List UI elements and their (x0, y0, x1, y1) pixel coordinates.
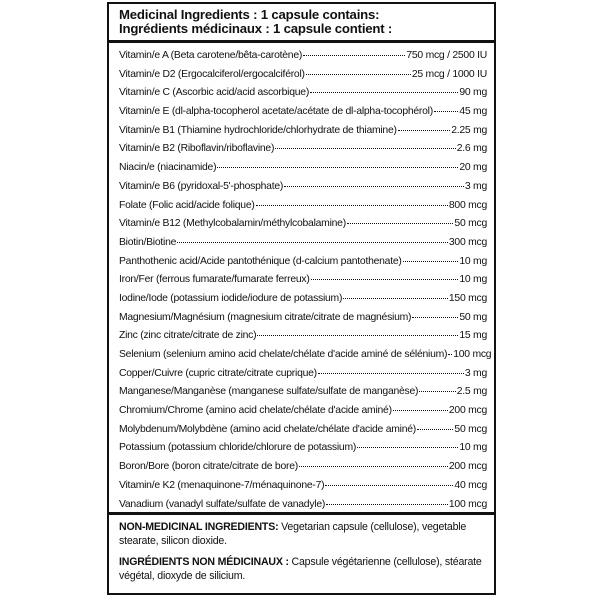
ingredient-amount: 20 mg (459, 162, 487, 174)
ingredient-name: Panthothenic acid/Acide pantothénique (d-calcium pantothenate) (119, 255, 402, 267)
dot-leader (311, 279, 459, 280)
ingredient-row (119, 442, 487, 461)
ingredient-name: Chromium/Chrome (amino acid chelate/chélate d'acide aminé) (119, 405, 392, 417)
dot-leader (417, 429, 453, 430)
ingredient-amount: 50 mcg (454, 218, 487, 230)
ingredient-name: Selenium (selenium amino acid chelate/chélate d'acide aminé de sélénium) (119, 349, 448, 360)
ingredient-name: Vitamin/e K2 (menaquinone-7/ménaquinone-7) (119, 479, 325, 491)
dot-leader (448, 354, 452, 355)
ingredient-row (119, 368, 487, 387)
non-medicinal-fr (119, 556, 486, 583)
ingredient-name: Vitamin/e B6 (pyridoxal-5'-phosphate) (119, 180, 284, 192)
ingredient-row (119, 237, 487, 256)
ingredient-name: Vitamin/e D2 (Ergocalciferol/ergocalciférol) (119, 68, 305, 80)
ingredient-amount: 2.5 mg (456, 386, 487, 398)
dot-leader (434, 111, 458, 112)
ingredient-row (119, 50, 487, 69)
ingredient-amount: 50 mcg (454, 423, 487, 435)
dot-leader (343, 298, 448, 299)
ingredient-row (119, 181, 487, 200)
ingredient-row (119, 256, 487, 275)
dot-leader (347, 223, 454, 224)
dot-leader (318, 373, 464, 374)
ingredient-amount: 100 mcg (453, 349, 492, 360)
non-medicinal-fr-label: INGRÉDIENTS NON MÉDICINAUX : (119, 556, 289, 568)
header-title-fr: Ingrédients médicinaux : 1 capsule contient : (119, 21, 393, 36)
dot-leader (357, 447, 458, 448)
ingredient-row (119, 461, 487, 480)
ingredient-row (119, 330, 487, 349)
ingredient-row (119, 480, 487, 499)
ingredient-amount: 750 mcg / 2500 IU (406, 50, 487, 61)
non-medicinal-en-text: Vegetarian capsule (cellulose), vegetable stearate, silicon dioxide. (119, 521, 467, 547)
ingredient-amount: 45 mg (459, 106, 487, 118)
non-medicinal-en (119, 521, 486, 548)
ingredient-row (119, 69, 487, 88)
label-header (119, 8, 486, 36)
ingredient-row (119, 143, 487, 162)
ingredient-amount: 10 mg (459, 442, 487, 454)
ingredient-amount: 200 mcg (448, 405, 487, 417)
dot-leader (398, 130, 451, 131)
ingredient-name: Zinc (zinc citrate/citrate de zinc) (119, 330, 257, 342)
ingredient-name: Folate (Folic acid/acide folique) (119, 199, 255, 211)
ingredient-amount: 40 mcg (454, 479, 487, 491)
dot-leader (403, 261, 459, 262)
dot-leader (256, 205, 448, 206)
ingredient-row (119, 125, 487, 144)
ingredient-name: Molybdenum/Molybdène (amino acid chelate/chélate d'acide aminé) (119, 423, 416, 435)
header-divider (109, 40, 494, 43)
ingredient-name: Boron/Bore (boron citrate/citrate de bore) (119, 461, 298, 473)
ingredient-list (119, 50, 492, 517)
ingredient-name: Vitamin/e B12 (Methylcobalamin/méthylcobalamine) (119, 218, 346, 230)
ingredient-row (119, 87, 487, 106)
ingredient-row (119, 218, 487, 237)
non-medicinal-en-label: NON-MEDICINAL INGREDIENTS: (119, 521, 279, 533)
ingredient-amount: 300 mcg (448, 236, 487, 248)
non-medicinal-section (119, 521, 486, 591)
dot-leader (177, 242, 448, 243)
ingredient-row (119, 405, 487, 424)
ingredient-amount: 15 mg (459, 330, 487, 342)
dot-leader (326, 504, 448, 505)
dot-leader (306, 74, 411, 75)
header-title-en: Medicinal Ingredients : 1 capsule contains: (119, 7, 380, 22)
ingredient-amount: 800 mcg (448, 199, 487, 211)
ingredient-row (119, 106, 487, 125)
ingredient-amount: 10 mg (459, 274, 487, 286)
ingredient-amount: 90 mg (459, 87, 487, 99)
dot-leader (310, 92, 458, 93)
ingredient-name: Vitamin/e B2 (Riboflavin/riboflavine) (119, 143, 275, 155)
ingredient-amount: 50 mg (459, 311, 487, 323)
dot-leader (393, 410, 448, 411)
dot-leader (217, 167, 458, 168)
ingredient-name: Manganese/Manganèse (manganese sulfate/sulfate de manganèse) (119, 386, 419, 398)
ingredient-row (119, 349, 492, 368)
ingredient-row (119, 312, 487, 331)
ingredient-amount: 2.25 mg (451, 124, 487, 136)
ingredient-row (119, 200, 487, 219)
ingredient-amount: 200 mcg (448, 461, 487, 473)
ingredient-amount: 3 mg (464, 367, 487, 379)
ingredient-amount: 25 mcg / 1000 IU (411, 68, 487, 80)
ingredient-row (119, 293, 487, 312)
ingredient-row (119, 386, 487, 405)
ingredient-name: Copper/Cuivre (cupric citrate/citrate cuprique) (119, 367, 317, 379)
ingredient-row (119, 274, 487, 293)
ingredient-amount: 10 mg (459, 255, 487, 267)
ingredient-name: Potassium (potassium chloride/chlorure de potassium) (119, 442, 357, 454)
ingredient-name: Niacin/e (niacinamide) (119, 162, 217, 174)
ingredient-name: Iodine/Iode (potassium iodide/iodure de potassium) (119, 292, 343, 304)
ingredient-row (119, 162, 487, 181)
dot-leader (299, 466, 448, 467)
ingredient-amount: 100 mcg (448, 498, 487, 510)
ingredient-amount: 2.6 mg (456, 143, 487, 155)
ingredient-name: Vitamin/e B1 (Thiamine hydrochloride/chlorhydrate de thiamine) (119, 124, 397, 136)
ingredient-name: Vitamin/e A (Beta carotene/bêta-carotène) (119, 50, 303, 61)
dot-leader (419, 391, 455, 392)
dot-leader (303, 55, 405, 56)
ingredient-name: Vitamin/e C (Ascorbic acid/acid ascorbique) (119, 87, 310, 99)
ingredient-name: Vitamin/e E (dl-alpha-tocopherol acetate/acétate de dl-alpha-tocophérol) (119, 106, 433, 118)
ingredient-amount: 150 mcg (448, 292, 487, 304)
dot-leader (325, 485, 453, 486)
ingredient-name: Biotin/Biotine (119, 236, 177, 248)
ingredient-name: Vanadium (vanadyl sulfate/sulfate de vanadyle) (119, 498, 326, 510)
footer-divider (109, 512, 494, 515)
ingredient-amount: 3 mg (464, 180, 487, 192)
dot-leader (412, 317, 458, 318)
ingredient-row (119, 424, 487, 443)
dot-leader (284, 186, 464, 187)
dot-leader (275, 148, 456, 149)
non-medicinal-fr-text: Capsule végétarienne (cellulose), stéarate végétal, dioxyde de silicium. (119, 556, 482, 582)
dot-leader (257, 335, 458, 336)
ingredient-name: Magnesium/Magnésium (magnesium citrate/citrate de magnésium) (119, 311, 412, 323)
supplement-facts-label (107, 2, 496, 595)
ingredient-name: Iron/Fer (ferrous fumarate/fumarate ferreux) (119, 274, 310, 286)
